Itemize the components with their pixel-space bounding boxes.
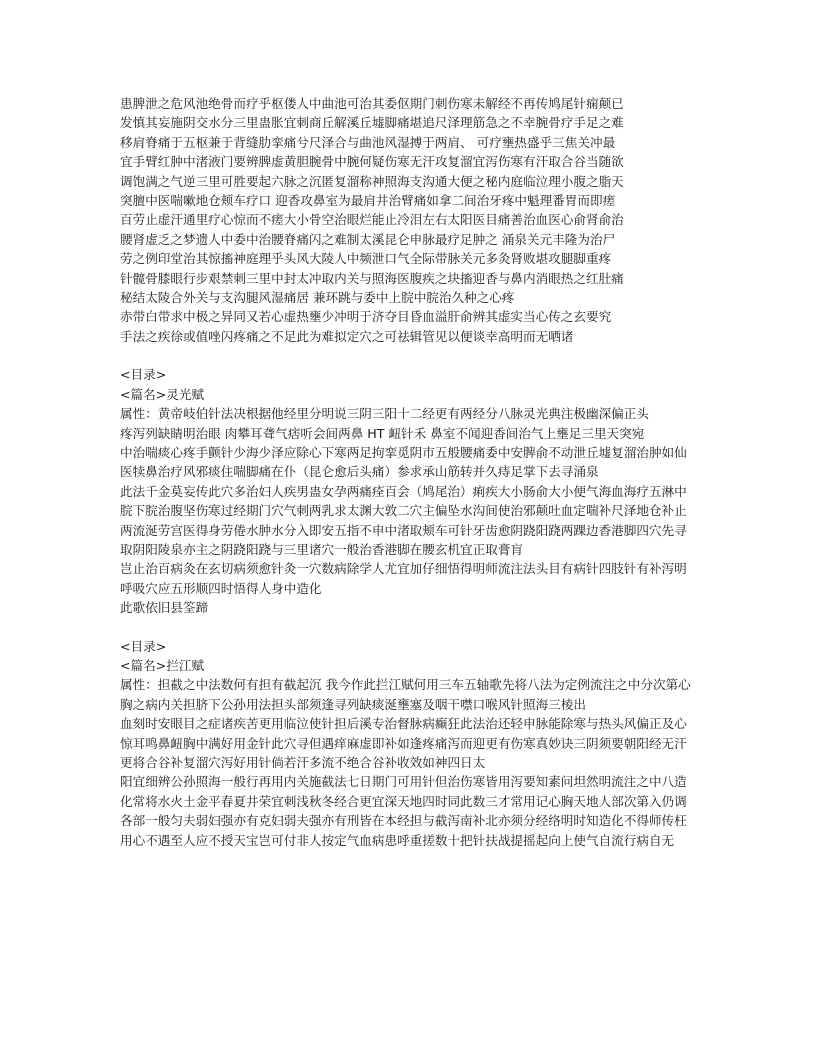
text-line: 赤带白带求中极之异同又若心虚热壅少冲明于济夺目昏血溢肝俞辨其虚实当心传之玄要究 [120, 309, 612, 325]
section-lanjiang-fu [120, 637, 698, 850]
body-paragraph: 此法千金莫妄传此穴多治妇人疾男蛊女孕两痛痊百会（鸠尾治）痢疾大小肠俞大小便气海血海疗五淋中 [120, 483, 687, 499]
text-line: 调饱满之气逆三里可胜要起六脉之沉匿复溜称神照海支沟通大便之秘内庭临泣理小腹之脂天 [120, 173, 624, 189]
attribute-text: 担截之中法数何有担有截起沉 我今作此拦江赋何用三车五轴歌先将八法为定例流注之中分次第心胸之病内关担脐下公孙用法担头部须逢寻列缺痰涎壅塞及咽干噤口喉风针照海三棱出 [120, 677, 691, 712]
text-line: 百劳止虚汗通里疗心惊而不瘥大小骨空治眼烂能止冷泪左右太阳医目痛善治血医心俞肾俞治 [120, 212, 624, 228]
section-heading: <篇名>灵光赋 [120, 386, 205, 402]
toc-marker: <目录> [120, 638, 167, 654]
attribute-line [120, 675, 698, 714]
body-paragraph: 脘下脘治腹坚伤寒过经期门穴气刺两乳求太渊大敦二穴主偏坠水沟间使治邪颠吐血定喘补尺泽地仓补止两流涎劳宫医得身劳倦水肿水分入即安五指不申中渚取颊车可针牙齿愈阴跷阳跷两踝边香港脚四穴先寻取阴阳陵泉亦主之阴跷阳跷与三里诸穴一般治香港脚在腰玄机宜正取膏肓 [120, 503, 687, 557]
section-heading: <篇名>拦江赋 [120, 657, 205, 673]
text-line: 秘结太陵合外关与支沟腿风湿痛居 兼环跳与委中上脘中脘治久种之心疼 [120, 290, 515, 306]
text-line: 劳之例印堂治其惊搐神庭理乎头风大陵人中频泄口气全际带脉关元多灸肾败堪攻腿脚重疼 [120, 251, 612, 267]
section-spacer [120, 346, 698, 365]
toc-marker: <目录> [120, 367, 167, 383]
body-paragraph: 阳宜细辨公孙照海一般行再用内关施截法七日期门可用针但治伤寒皆用泻要知素问坦然明流注之中八造化常将水火土金平春夏井荣宜刺浅秋冬经合更宜深天地四时同此数三才常用记心胸天地人部次第入仍调各部一般匀夫弱妇强亦有克妇弱夫强亦有刑皆在本经担与截泻南补北亦须分经络明时知造化不得师传枉用心不遇至人应不授天宝岂可付非人按定气血病患呼重搓数十把针扶战提摇起向上使气自流行病自无 [120, 774, 687, 848]
body-paragraph: 中治喘痰心疼手颤针少海少泽应除心下寒两足拘挛觅阴市五般腰痛委中安脾俞不动泄丘墟复溜治肿如仙医犊鼻治疗风邪痰住喘脚痛在仆（昆仑愈后头痛）参求承山筋转并久痔足掌下去寻涌泉 [120, 444, 687, 480]
text-line: 发慎其妄施阴交水分三里蛊胀宜刺商丘解溪丘墟脚痛堪追尺泽理筋急之不幸腕骨疗手足之难 [120, 115, 624, 131]
section-spacer [120, 618, 698, 637]
attribute-line [120, 404, 698, 423]
body-paragraph: 血刻时安眼目之症诸疾苦更用临泣使针担后溪专治督脉病癫狂此法治还轻申脉能除寒与热头风偏正及心惊耳鸣鼻衄胸中满好用金针此穴寻但遇痒麻虚即补如逢疼痛泻而迎更有伤寒真妙诀三阴须要朝阳经无汗更将合谷补复溜穴泻好用针倘若汗多流不绝合谷补收效如神四日太 [120, 716, 687, 770]
text-line: 手法之疾徐或值唑闪疼痛之不足此为难拟定穴之可祛辑管见以便谈幸高明而无哂诸 [120, 328, 574, 344]
document-page [120, 94, 698, 850]
body-paragraph: 疼泻列缺睛明治眼 肉攀耳聋气痞听会间两鼻 HT 衄针禾 鼻室不闻迎香间治气上壅足三里天突宛 [120, 425, 645, 441]
attribute-label: 属性： [120, 406, 158, 422]
attribute-label: 属性： [120, 677, 158, 693]
attribute-text: 黄帝岐伯针法决根据他经里分明说三阴三阳十二经更有两经分八脉灵光典注极幽深偏正头 [157, 406, 649, 422]
body-paragraph: 此歌依旧县筌蹄 [120, 600, 209, 616]
body-paragraph: 岂止治百病灸在玄切病须愈针灸一穴数病除学人尤宜加仔细悟得明师流注法头目有病针四肢针有补泻明呼吸穴应五形顺四时悟得人身中造化 [120, 561, 687, 596]
lead-paragraph [120, 94, 698, 346]
text-line: 宜手臂红肿中渚液门要辨脾虚黄胆腕骨中腕何疑伤寒无汗攻复溜宜泻伤寒有汗取合谷当随欲 [120, 154, 624, 170]
text-line: 患脾泄之危风池绝骨而疗乎枢偻人中曲池可治其委伛期门刺伤寒未解经不再传鸠尾针痫颠已 [120, 96, 624, 111]
text-line: 移肩脊痛于五枢兼于背缝肋挛痛兮尺泽合与曲池风湿搏于两肩、 可疗壅热盛乎三焦关冲最 [120, 134, 616, 150]
text-line: 突膻中医喘嗽地仓颊车疗口 迎香攻鼻室为最肩井治臂痛如拿二间治牙疼中魁理番胃而即瘥 [120, 193, 616, 209]
text-line: 腰肾虚乏之梦遗人中委中治腰脊痛闪之难制太溪昆仑申脉最疗足肿之 涌泉关元丰隆为治尸 [120, 231, 616, 247]
text-line: 针髋骨膝眼行步艰禁刺三里中封太冲取内关与照海医腹疾之块搐迎香与鼻内消眼热之红肚痛 [120, 270, 624, 286]
section-lingguang-fu [120, 365, 698, 617]
